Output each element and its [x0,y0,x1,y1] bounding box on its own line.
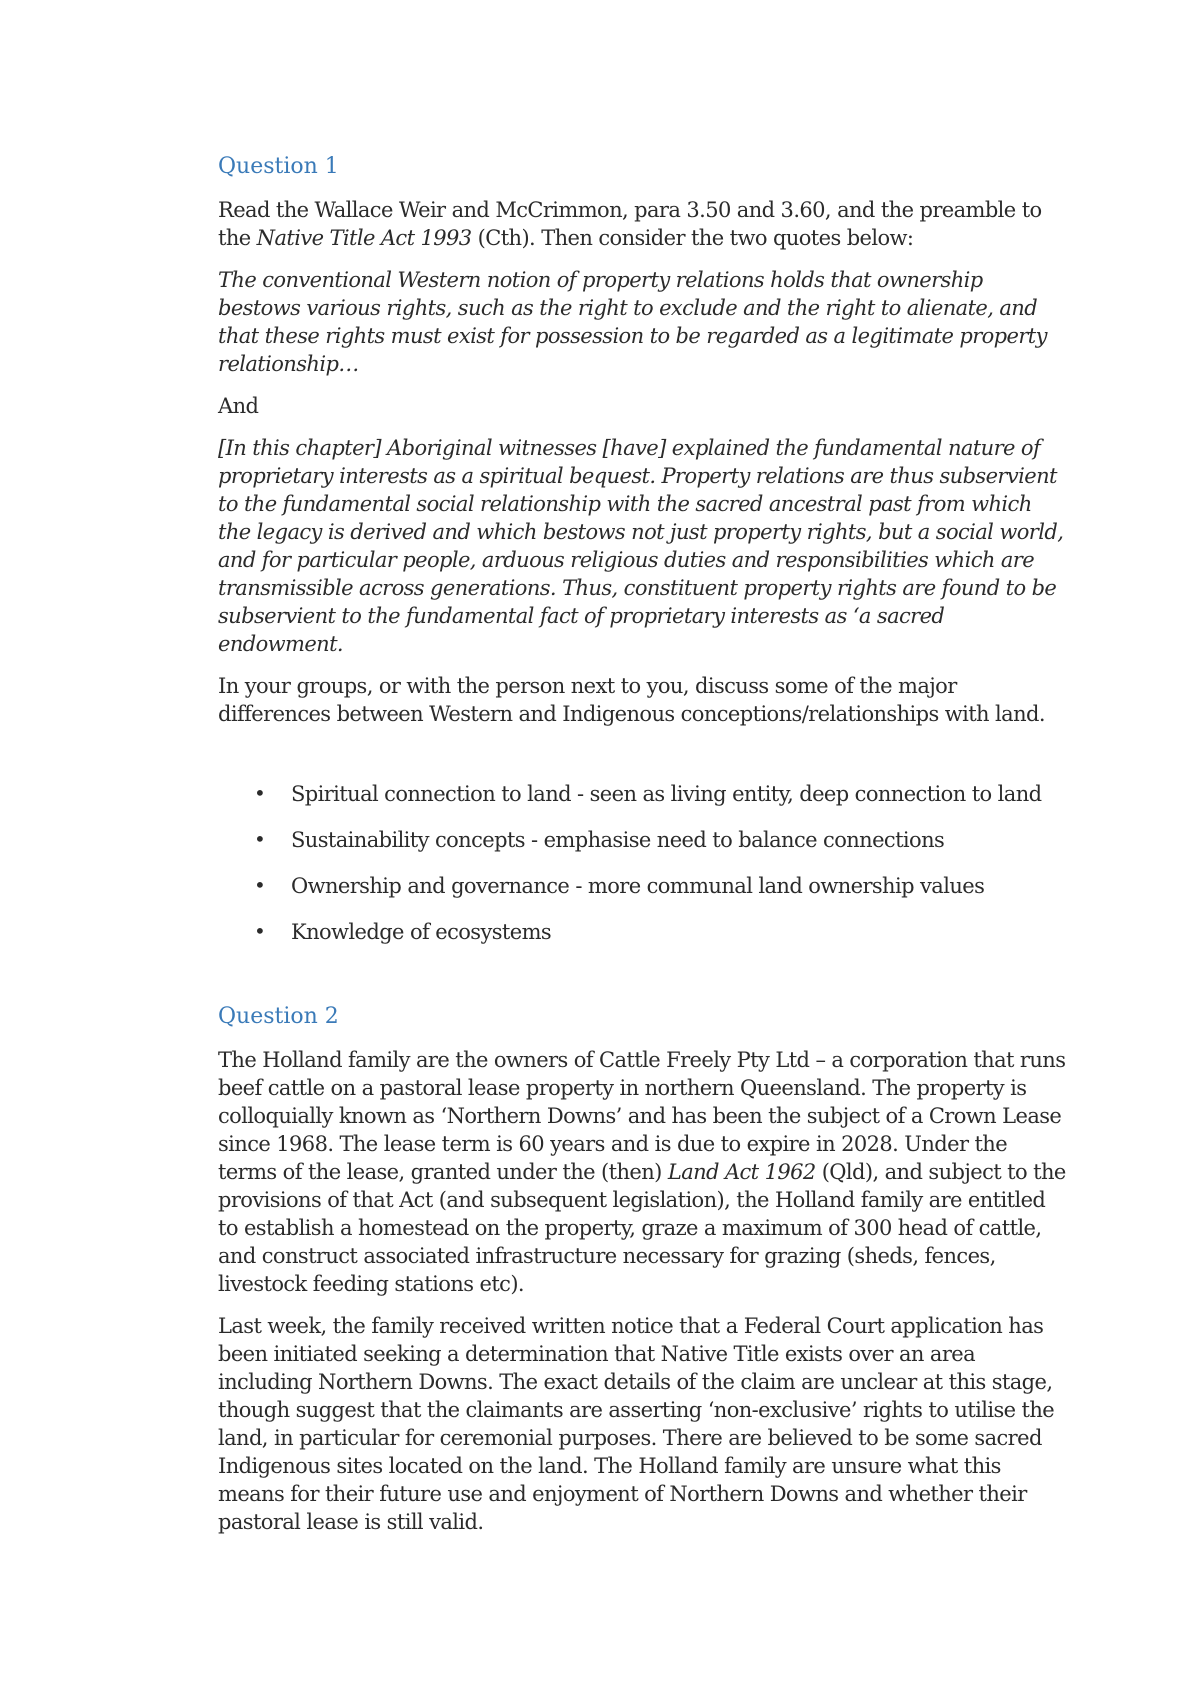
scenario-text-start: The Holland family are the owners of Cattle Freely Pty Ltd – a corporation that runs beef cattle on a pastoral lease property in northern Queensland. The property is colloquially known as ‘Northern Downs’ and has been the subject of a Crown Lease since 1968. The lease term is 60 years and is due to expire in 2028. Under the terms of the lease, granted under the (then) [218,1048,1066,1184]
bullet-icon: • [254,873,266,897]
question-1-intro [218,196,1068,252]
list-item-text: Knowledge of ecosystems [291,920,552,944]
question-1-heading: Question 1 [218,154,339,179]
native-title-act-title: Native Title Act 1993 [256,226,472,250]
list-item [218,826,1068,854]
intro-text-end: (Cth). Then consider the two quotes below: [471,226,914,250]
list-item-text: Sustainability concepts - emphasise need to balance connections [291,828,945,852]
list-item-text: Spiritual connection to land - seen as living entity, deep connection to land [291,782,1042,806]
scenario-text-end: (Qld), and subject to the provisions of that Act (and subsequent legislation), the Holland family are entitled to establish a homestead on the property, graze a maximum of 300 head of cattle, and construct associated infrastructure necessary for grazing (sheds, fences, livestock feeding stations etc). [218,1160,1066,1296]
question-2-heading: Question 2 [218,1004,339,1029]
document-content [218,152,1068,1550]
land-act-title: Land Act 1962 [667,1160,816,1184]
quote-western-property: The conventional Western notion of property relations holds that ownership bestows various rights, such as the right to exclude and the right to alienate, and that these rights must exist for possession to be regarded as a legitimate property relationship… [218,268,1047,376]
holland-family-scenario [218,1046,1068,1298]
list-item-text: Ownership and governance - more communal land ownership values [291,874,985,898]
and-connector: And [218,394,259,418]
bullet-icon: • [254,919,266,943]
federal-court-notice: Last week, the family received written notice that a Federal Court application has been initiated seeking a determination that Native Title exists over an area including Northern Downs. The exact details of the claim are unclear at this stage, though suggest that the claimants are asserting ‘non-exclusive’ rights to utilise the land, in particular for ceremonial purposes. There are believed to be some sacred Indigenous sites located on the land. The Holland family are unsure what this means for their future use and enjoyment of Northern Downs and whether their pastoral lease is still valid. [218,1314,1055,1534]
list-item [218,780,1068,808]
list-item [218,918,1068,946]
list-item [218,872,1068,900]
quote-aboriginal-witnesses: [In this chapter] Aboriginal witnesses [have] explained the fundamental nature of proprietary interests as a spiritual bequest. Property relations are thus subservient to the fundamental social relationship with the sacred ancestral past from which the legacy is derived and which bestows not just property rights, but a social world, and for particular people, arduous religious duties and responsibilities which are transmissible across generations. Thus, constituent property rights are found to be subservient to the fundamental fact of proprietary interests as ‘a sacred endowment. [218,436,1064,656]
intro-text-start: Read the Wallace Weir and McCrimmon, para 3.50 and 3.60, and the preamble to the [218,198,1042,250]
bullet-icon: • [254,781,266,805]
discussion-prompt: In your groups, or with the person next to you, discuss some of the major differences between Western and Indigenous conceptions/relationships with land. [218,674,1045,726]
answer-bullet-list [218,780,1068,946]
bullet-icon: • [254,827,266,851]
